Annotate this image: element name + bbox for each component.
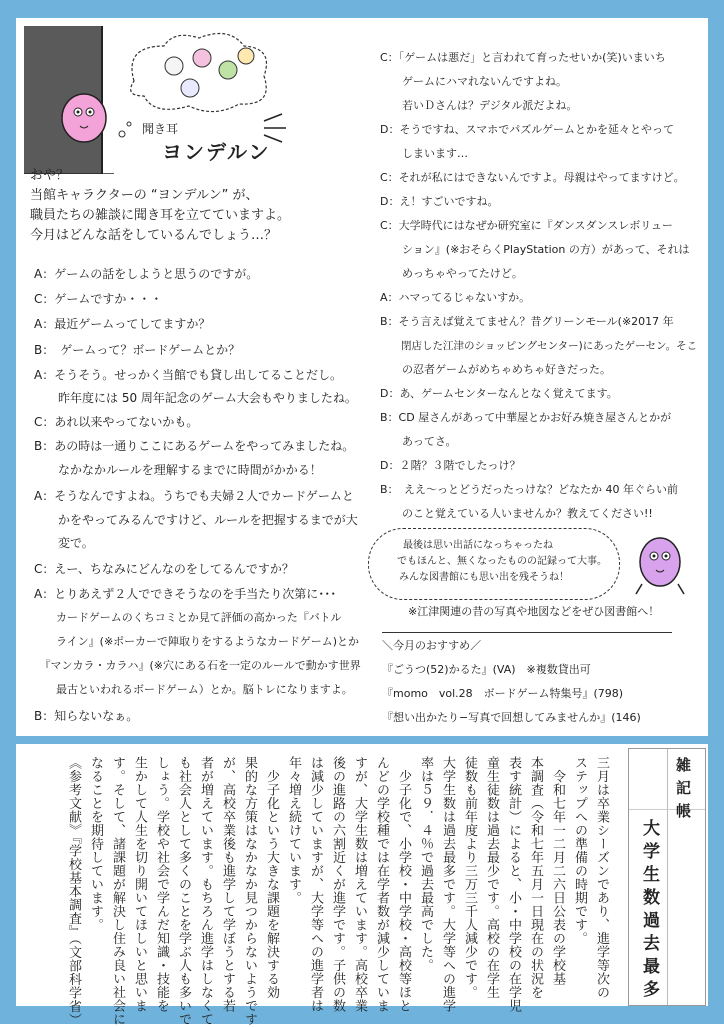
dialogue-line: A：ゲームの話をしようと思うのですが。 [34,267,259,281]
dialogue-line: B： ええ〜っとどうだったっけな？どなたか 40 年ぐらい前 [380,483,679,496]
column-line: 童生徒数は過去最少です。高校の在学生 [484,756,499,999]
column-panel [16,744,708,1027]
column-line: 果的な方策はなかなか見つからないようです [242,756,257,1026]
column-line: は減少していますが、大学等への進学者は [308,756,323,1013]
column-line: んどの学校種では在学者数が減少していま [374,756,389,1013]
recommend-item: 『momo vol.28 ボードゲーム特集号』(798) [382,687,624,700]
dialogue-line: B：あの時は一通りここにあるゲームをやってみましたね。 [34,439,355,453]
dialogue-line: A：とりあえず２人でできそうなのを手当たり次第に･･･ [34,587,337,601]
dialogue-line: の忍者ゲームがめちゃめちゃ好きだった。 [380,363,611,376]
dialogue-line: 閉店した江津のショッピングセンター)にあったゲーセン。そこ [380,340,698,352]
dialogue-line: 最古といわれるボードゲーム）とか。脳トレになりますよ。 [34,683,353,696]
column-line: 者が増えています。もちろん進学はしなくて [198,756,213,1026]
divider [382,632,672,633]
column-line: す。そして、諸課題が解決し住み良い社会に [110,756,125,1026]
dialogue-line: 昨年度には 50 周年記念のゲーム大会もやりましたね。 [34,391,357,405]
dialogue-line: C：それが私にはできないんですよ。母親はやってますけど。 [380,171,685,184]
dialogue-line: 『マンカラ・カラハ』(※穴にある石を一定のルールで動かす世界 [34,659,361,672]
dialogue-line: A：そうなんですよね。うちでも夫婦２人でカードゲームと [34,489,354,503]
dialogue-line: B：そう言えば覚えてません？昔グリーンモール(※2017 年 [380,315,674,328]
dialogue-line: かをやってみるんですけど、ルールを把握するまでが大 [34,513,358,527]
column-line: 表す統計）によると、小・中学校の在学児 [506,756,521,1013]
corner-title: ヨンデルン [162,140,271,164]
dialogue-line: D：そうですね、スマホでパズルゲームとかを延々とやって [380,123,675,136]
column-line: しょう。学校や社会で学んだ知識・技能を [154,756,169,1013]
dialogue-line: A：そうそう。せっかく当館でも貸し出してることだし。 [34,368,342,382]
bubble-line: 最後は思い出話になっちゃったね [403,540,553,551]
dialogue-line: しまいます… [380,147,468,160]
column-line: 令和七年一二月二六日公表の学校基 [550,756,565,986]
column-line: 年々増え続けています。 [286,756,301,905]
dialogue-line: 変で。 [34,536,94,550]
column-label: 雑記帳 [674,757,692,826]
column-line: ステップへの準備の時期です。 [572,756,587,945]
column-line: 少子化で、小学校・中学校・高校等ほと [396,756,411,1013]
column-line: 生かして人生を切り開いてほしいと思いま [132,756,147,1013]
column-line: 大学生数は過去最多です。大学等への進学 [440,756,455,1013]
column-line: すが、大学生数は増えています。高校卒業 [352,756,367,1013]
recommend-item: 『ごうつ(52)かるた』(VA) ※複数貸出可 [382,663,591,676]
dialogue-line: D：あ、ゲームセンターなんとなく覚えてます。 [380,387,618,400]
column-line: 三月は卒業シーズンであり、進学等次の [594,756,609,999]
intro-line: 今月はどんな話をしているんでしょう…？ [30,228,278,243]
column-line: 少子化という大きな課題を解決する効 [264,756,279,999]
intro-line: 職員たちの雑談に聞き耳を立てていますよ。 [30,208,291,223]
dialogue-line: めっちゃやってたけど。 [380,267,523,280]
dialogue-line: B：知らないなぁ。 [34,709,139,723]
column-line: が、高校卒業後も進学して学ぼうとする若 [220,756,235,1013]
dialogue-line: のこと覚えている人いませんか？教えてください!! [380,507,653,520]
dialogue-line: C：えー、ちなみにどんなのをしてるんですか？ [34,562,294,576]
column-line: 率は５９．４％で過去最高でした。 [418,756,433,972]
dialogue-line: ライン』(※ポーカーで陣取りをするようなカードゲーム)とか [34,635,360,648]
column-title: 大学生数過去最多 [639,819,659,1003]
recommend-item: 『想い出かたり−写真で回想してみませんか』(146) [382,711,641,724]
dialogue-line: A：ハマってるじゃないすか。 [380,291,531,304]
speech-bubble [368,528,620,600]
intro-line: 当館キャラクターの “ヨンデルン” が、 [30,188,259,203]
dialogue-line: B：CD 屋さんがあって中華屋とかお好み焼き屋さんとかが [380,411,672,424]
column-line: 後の進路の六割近くが進学です。子供の数 [330,756,345,1013]
recommend-heading: ＼今月のおすすめ／ [382,639,482,652]
dialogue-line: C：あれ以来やってないかも。 [34,415,199,429]
dialogue-line: C：ゲームですか・・・ [34,292,163,306]
dialogue-line: なかなかルールを理解するまでに時間がかかる！ [34,463,322,477]
dialogue-line: C：大学時代にはなぜか研究室に『ダンスダンスレボリュー [380,219,673,232]
note-text: ※江津関連の昔の写真や地図などをぜひ図書館へ！ [408,605,660,618]
notebook-title-box [628,748,706,1006]
yonderun-small-icon [630,524,694,600]
column-line: 本調査（令和七年五月一日現在の状況を [528,756,543,999]
yonderun-character [62,94,106,142]
column-text [62,756,612,1027]
thought-cloud [131,34,267,112]
article-panel [16,18,708,736]
dialogue-line: D：２階？３階でしたっけ？ [380,459,521,472]
dialogue-line: D：え！すごいですね。 [380,195,499,208]
dialogue-line: ション』(※おそらくPlayStation の方）があって、それは [380,243,690,256]
bubble-line: でもほんと、無くなったものの記録って大事。 [397,556,607,567]
corner-title-small: 聞き耳 [142,122,179,136]
dialogue-line: ゲームにハマれないんですよね。 [380,75,567,88]
dialogue-line: カードゲームのくちコミとか見て評価の高かった『バトル [34,611,342,624]
bubble-line: みんな図書館にも思い出を残そうね！ [399,572,569,583]
dialogue-line: あってさ。 [380,435,457,448]
dialogue-line: 若いＤさんは？デジタル派だよね。 [380,99,578,112]
intro-line: おや？ [30,168,70,183]
dialogue-line: B： ゲームって？ボードゲームとか？ [34,343,241,357]
column-line: 《参考文献》『学校基本調査』（文部科学省） [66,756,81,1027]
dialogue-line: A：最近ゲームってしてますか？ [34,317,211,331]
dialogue-line: C：「ゲームは悪だ」と言われて育ったせいか(笑)いまいち [380,51,666,64]
column-line: も社会人として多くのことを学ぶ人も多いで [176,756,191,1026]
column-line: なることを期待しています。 [88,756,103,932]
column-line: 徒数も前年度より三万三千人減少です。 [462,756,477,999]
